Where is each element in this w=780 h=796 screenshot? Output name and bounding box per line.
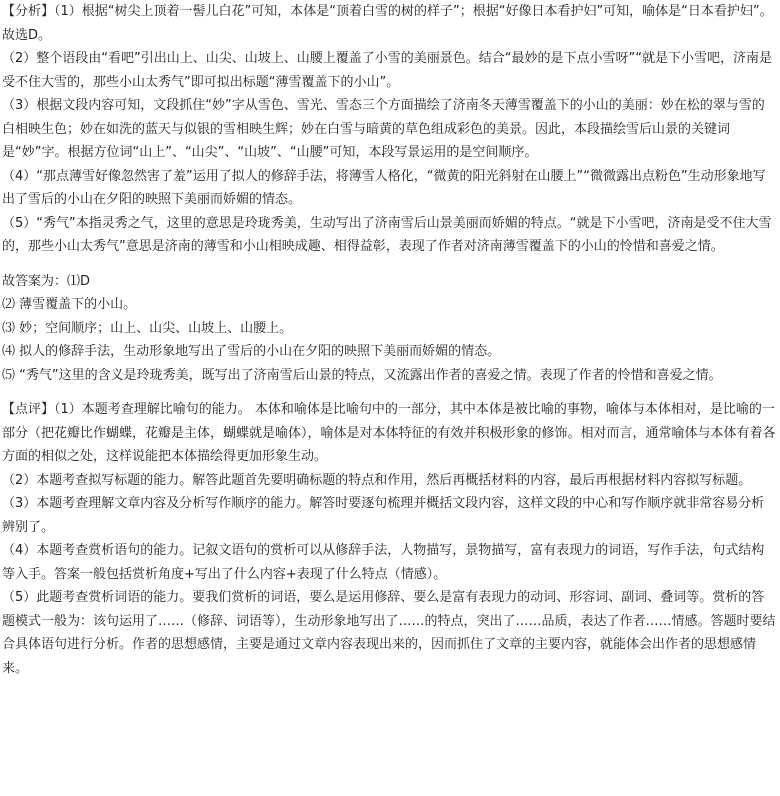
comment-paragraph-3: （3）本题考查理解文章内容及分析写作顺序的能力。解答时要逐句梳理并概括文段内容，这样文段的中心和写作顺序就非常容易分析辨别了。 [2,496,765,535]
analysis-paragraph-3: （3）根据文段内容可知，文段抓住“妙”字从雪色、雪光、雪态三个方面描绘了济南冬天薄雪覆盖下的小山的美丽：妙在松的翠与雪的白相映生色；妙在如洗的蓝天与似银的雪相映生辉；妙在白雪与暗黄的草色组成彩色的美景。因此，本段描绘雪后山景的关键词是“妙”字。根据方位词“山上”、“山尖”、“山坡”、“山腰”可知，本段写景运用的是空间顺序。 [2,98,765,160]
answer-item-3: ⑶ 妙；空间顺序；山上、山尖、山坡上、山腰上。 [2,320,293,336]
answer-section [2,270,776,388]
answer-heading: 故答案为：⑴D [2,273,91,289]
comment-paragraph-1: 【点评】（1）本题考查理解比喻句的能力。 本体和喻体是比喻句中的一部分，其中本体是被比喻的事物，喻体与本体相对，是比喻的一部分（把花瓣比作蝴蝶，花瓣是主体，蝴蝶就是喻体），喻体是对本体特征的有效并积极形象的修饰。相对而言，通常喻体与本体有着各方面的相似之处，这样说能把本体描绘得更加形象生动。 [2,402,776,464]
comment-paragraph-5: （5）此题考查赏析词语的能力。要我们赏析的词语，要么是运用修辞、要么是富有表现力的动词、形容词、副词、叠词等。赏析的答题模式一般为：该句运用了……（修辞、词语等），生动形象地写出了……的特点，突出了……品质，表达了作者……情感。答题时要结合具体语句进行分析。作者的思想感情，主要是通过文章内容表现出来的，因而抓住了文章的主要内容，就能体会出作者的思想感情来。 [2,590,776,676]
comment-paragraph-2: （2）本题考查拟写标题的能力。解答此题首先要明确标题的特点和作用，然后再概括材料的内容，最后再根据材料内容拟写标题。 [2,472,752,488]
analysis-paragraph-5: （5）“秀气”本指灵秀之气，这里的意思是玲珑秀美，生动写出了济南雪后山景美丽而娇媚的特点。“就是下小雪吧，济南是受不住大雪的，那些小山太秀气”意思是济南的薄雪和小山相映成趣、相得益彰，表现了作者对济南薄雪覆盖下的小山的怜惜和喜爱之情。 [2,215,772,254]
section-gap [2,259,776,270]
comment-section [2,398,776,680]
answer-item-2: ⑵ 薄雪覆盖下的小山。 [2,297,137,312]
analysis-paragraph-4: （4）“那点薄雪好像忽然害了羞”运用了拟人的修辞手法，将薄雪人格化，“微黄的阳光斜射在山腰上”“微微露出点粉色”生动形象地写出了雪后的小山在夕阳的映照下美丽而娇媚的情态。 [2,168,766,207]
section-gap [2,387,776,398]
analysis-section [2,0,776,259]
answer-item-4: ⑷ 拟人的修辞手法，生动形象地写出了雪后的小山在夕阳的映照下美丽而娇媚的情态。 [2,344,501,359]
analysis-paragraph-2: （2）整个语段由“看吧”引出山上、山尖、山坡上、山腰上覆盖了小雪的美丽景色。结合“最妙的是下点小雪呀”“就是下小雪吧，济南是受不住大雪的，那些小山太秀气”即可拟出标题“薄雪覆盖下的小山”。 [2,51,772,90]
answer-item-5: ⑸ “秀气”这里的含义是玲珑秀美，既写出了济南雪后山景的特点，又流露出作者的喜爱之情。表现了作者的怜惜和喜爱之情。 [2,367,722,383]
analysis-paragraph-1: 【分析】（1）根据“树尖上顶着一髻儿白花”可知，本体是“顶着白雪的树的样子”；根据“好像日本看护妇”可知，喻体是“日本看护妇”。故选D。 [2,4,773,43]
comment-paragraph-4: （4）本题考查赏析语句的能力。记叙文语句的赏析可以从修辞手法，人物描写，景物描写，富有表现力的词语，写作手法，句式结构等入手。答案一般包括赏析角度+写出了什么内容+表现了什么特点（情感）。 [2,543,765,582]
